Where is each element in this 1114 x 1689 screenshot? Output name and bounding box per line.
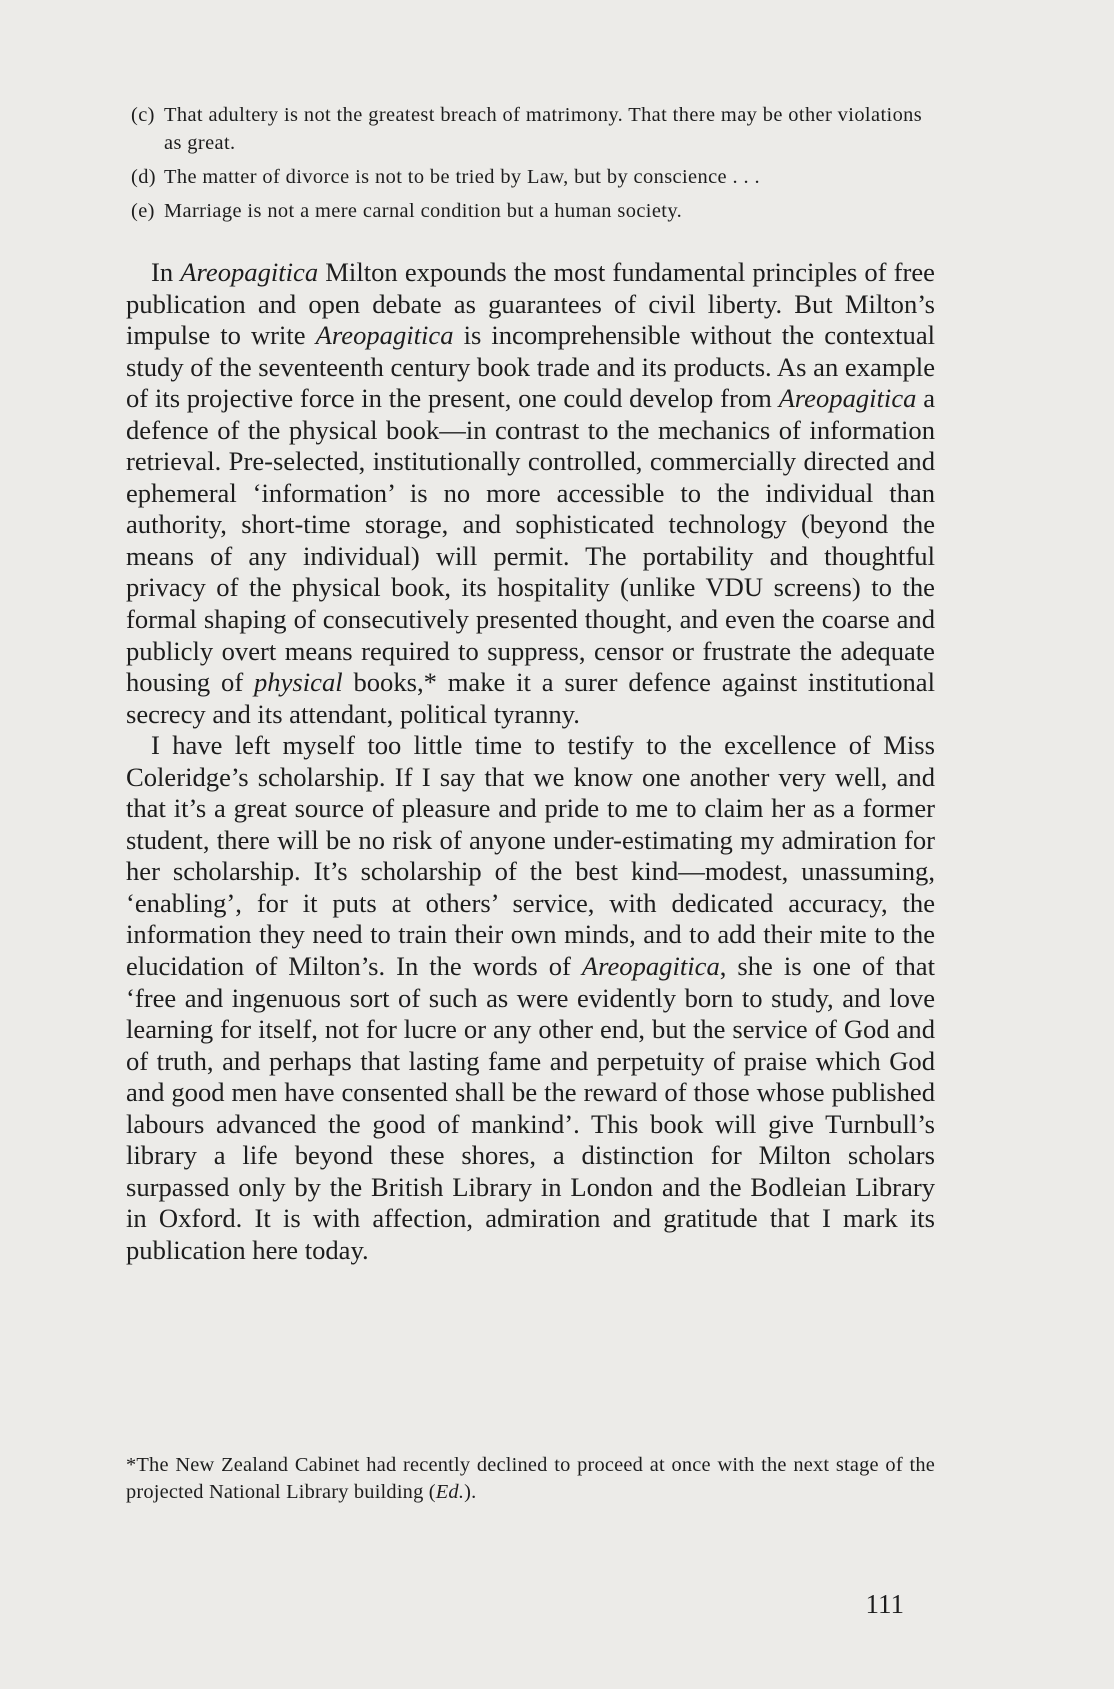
footnote [126, 1452, 935, 1506]
italic-title: Areopagitica [315, 320, 454, 351]
list-item [131, 101, 936, 157]
list-item-label: (e) [131, 200, 155, 222]
italic-abbrev: Ed. [435, 1481, 465, 1503]
body-text [126, 257, 935, 1267]
text-run: Milton expounds the most fundamental principles of free publication and open debate as guarantees of civil liberty. But Milton’s impulse to write [126, 257, 935, 351]
text-run: ). [464, 1481, 477, 1503]
list-item-label: (d) [131, 166, 156, 188]
text-run: *The New Zealand Cabinet had recently declined to proceed at once with the next stage of the projected National Library building ( [126, 1454, 935, 1503]
list-item [131, 163, 936, 191]
text-run: books,* make it a surer defence against institutional secrecy and its attendant, political tyranny. [126, 667, 935, 729]
paragraph-areopagitica [126, 257, 935, 730]
paragraph-scholarship [126, 730, 935, 1266]
page-number: 111 [865, 1589, 904, 1619]
text-run: a defence of the physical book—in contrast to the mechanics of information retrieval. Pre-selected, institutionally controlled, commercially directed and ephemeral ‘information’ is no more accessible to the individual than authority, short-time storage, and sophisticated technology (beyond the means of any individual) will permit. The portability and thoughtful privacy of the physical book, its hospitality (unlike VDU screens) to the formal shaping of consecutively presented thought, and even the coarse and publicly overt means required to suppress, censor or frustrate the adequate housing of [126, 383, 936, 698]
text-run: is incomprehensible without the contextual study of the seventeenth century book trade and its products. As an example of its projective force in the present, one could develop from [126, 320, 936, 414]
text-run: I have left myself too little time to testify to the excellence of Miss Coleridge’s scholarship. If I say that we know one another very well, and that it’s a great source of pleasure and pride to me to claim her as a former student, there will be no risk of anyone under-estimating my admiration for her scholarship. It’s scholarship of the best kind—modest, unassuming, ‘enabling’, for it puts at others’ service, with dedicated accuracy, the information they need to train their own minds, and to add their mite to the elucidation of Milton’s. In the words of [126, 730, 935, 982]
list-item-text: Marriage is not a mere carnal condition but a human society. [164, 200, 683, 222]
italic-title: Areopagitica [180, 257, 319, 287]
list-item [131, 197, 936, 225]
list-item-text: That adultery is not the greatest breach of matrimony. That there may be other violations as great. [164, 104, 923, 154]
italic-title: Areopagitica [778, 383, 917, 414]
enumerated-list [131, 101, 936, 231]
list-item-label: (c) [131, 104, 155, 126]
text-run: In [151, 257, 181, 287]
text-run: , she is one of that ‘free and ingenuous sort of such as were evidently born to study, and love learning for itself, not for lucre or any other end, but the service of God and of truth, and perhaps that lasting fame and perpetuity of praise which God and good men have consented shall be the reward of those whose published labours advanced the good of mankind’. This book will give Turnbull’s library a life beyond these shores, a distinction for Milton scholars surpassed only by the British Library in London and the Bodleian Library in Oxford. It is with affection, admiration and gratitude that I mark its publication here today. [126, 951, 935, 1265]
italic-title: Areopagitica [581, 951, 720, 982]
italic-emphasis: physical [254, 667, 343, 698]
list-item-text: The matter of divorce is not to be tried by Law, but by conscience . . . [164, 166, 760, 188]
